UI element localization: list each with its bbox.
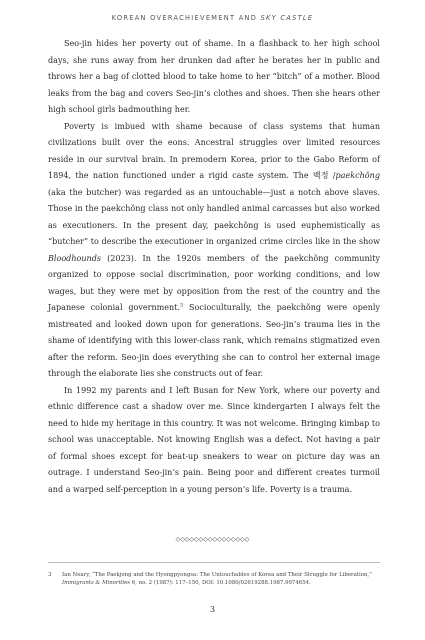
paragraph-1: Seo-jin hides her poverty out of shame. In a flashback to her high school days, she runs away from her drunken dad after he berates her in public and throws her a bag of clotted blood to take home to her “bitch” of a mother. Blood leaks from the bag and covers Seo-jin’s clothes and shoes. Then she hears other high school girls badmouthing her. [48,39,380,114]
footnote-number: 3 [48,572,52,578]
running-head-title: SKY CASTLE [260,14,314,22]
body-text [48,36,380,498]
term-paekchong: paekchŏng [335,171,380,180]
page-number: 3 [209,605,216,614]
footnote-journal: Immigrants & Minorities [62,580,131,586]
running-head-text: KOREAN OVERACHIEVEMENT AND [111,14,261,22]
footnote [48,571,380,587]
paragraph-2 [48,119,380,383]
footnote-text-b: 6, no. 2 (1987): 117–150, DOI: 10.1080/02619288.1987.9974654. [130,580,311,586]
paragraph-2-part-d: Socioculturally, the paekchŏng were openly mistreated and looked down upon for generations. Seo-jin’s trauma lies in the shame of identifying with this lower-class rank, which remains stigmatized even after the reform. Seo-jin does everything she can to control her external image through the elaborate lies she constructs out of fear. [48,303,380,378]
paragraph-2-part-a: Poverty is imbued with shame because of class systems that human civilizations built over the eons. Ancestral struggles over limited resources reside in our survival brain. In premodern Korea, prior to the Gabo Reform of 1894, the nation functioned under a rigid caste system. The 백정 / [48,121,380,180]
footnote-reference: 3 [180,302,184,309]
footnote-text-a: Ian Neary, “The Paekjong and the Hyongpyongsa: The Untouchables of Korea and Their Struggle for Liberation,” [62,572,372,578]
footnote-divider [48,562,380,563]
section-break-ornament: ◇◇◇◇◇◇◇◇◇◇◇◇◇◇◇◇ [175,536,250,543]
show-title: Bloodhounds [48,253,102,263]
paragraph-2-part-b: (aka the butcher) was regarded as an untouchable—just a notch above slaves. Those in the paekchŏng class not only handled animal carcasses but also worked as executioners. In the present day, paekchŏng is used euphemistically as “butcher” to describe the executioner in organized crime circles like in the show [48,187,380,246]
paragraph-2-part-c: (2023). In the 1920s members of the paekchŏng community organized to oppose social discrimination, poor working conditions, and low wages, but they were met by opposition from the rest of the country and the Japanese colonial government. [48,253,380,312]
running-head [0,14,425,22]
paragraph-3: In 1992 my parents and I left Busan for New York, where our poverty and ethnic difference cast a shadow over me. Since kindergarten I always felt the need to hide my heritage in this country. It was not welcome. Bringing kimbap to school was unacceptable. Not knowing English was a defect. Not having a pair of formal shoes except for beat-up sneakers to wear on picture day was an outrage. I understand Seo-jin’s pain. Being poor and different creates turmoil and a warped self-perception in a young person’s life. Poverty is a trauma. [48,385,380,494]
footnote-text [62,571,374,587]
